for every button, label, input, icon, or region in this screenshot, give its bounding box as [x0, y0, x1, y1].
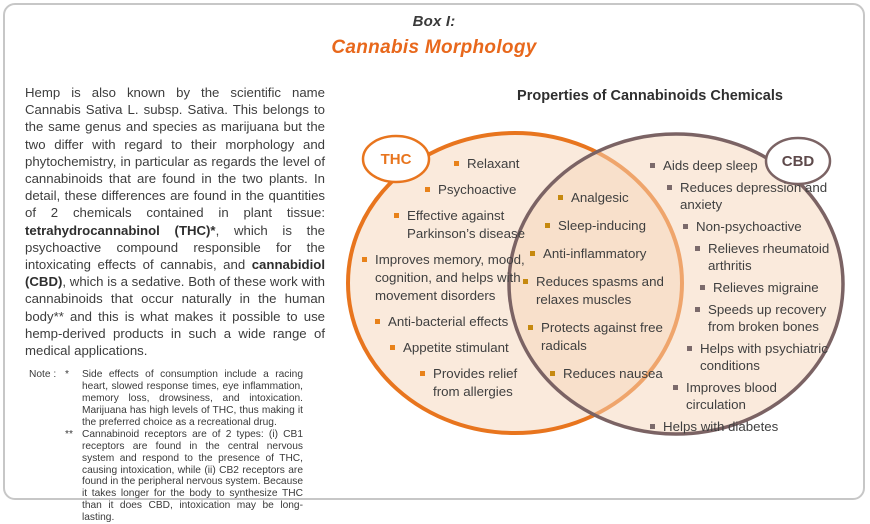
venn-item-label: Improves memory, mood, cognition, and helps with movement disorders: [375, 252, 525, 303]
square-bullet-icon: [362, 257, 367, 262]
venn-item: [454, 155, 540, 173]
venn-item-label: Provides relief from allergies: [433, 366, 518, 399]
venn-item-label: Psychoactive: [438, 182, 517, 197]
venn-item: [700, 279, 839, 296]
venn-item-label: Anti-inflammatory: [543, 246, 647, 261]
square-bullet-icon: [700, 285, 705, 290]
venn-item-label: Improves blood circulation: [686, 380, 777, 412]
box-label: Box I:: [412, 13, 456, 30]
venn-item: [650, 418, 839, 435]
square-bullet-icon: [425, 187, 430, 192]
venn-item: [695, 301, 839, 335]
square-bullet-icon: [667, 185, 672, 190]
notes-list: [65, 369, 303, 524]
venn-item-label: Relieves migraine: [713, 280, 819, 295]
venn-item-label: Anti-bacterial effects: [388, 314, 509, 329]
venn-item: [375, 313, 540, 331]
page-title: Cannabis Morphology: [331, 37, 537, 58]
venn-item-label: Relaxant: [467, 156, 520, 171]
square-bullet-icon: [687, 346, 692, 351]
venn-item-label: Reduces nausea: [563, 366, 663, 381]
venn-item: [362, 251, 540, 305]
venn-item-label: Aids deep sleep: [663, 158, 758, 173]
venn-item: [673, 379, 839, 413]
paragraph-segment: Hemp is also known by the scientific name Cannabis Sativa L. subsp. Sativa. This belongs to the same genus and species as marijuana but the two differ with regard to their morphology and phytochemistry, in particular as regards the level of cannabinoids that are found in the two plants. In detail, these differences are found in the quantities of 2 chemicals contained in plant tissue:: [25, 85, 325, 221]
thc-label: THC: [380, 151, 412, 168]
notes-section: [25, 369, 325, 524]
venn-item: [687, 340, 839, 374]
venn-item: [390, 339, 540, 357]
square-bullet-icon: [695, 246, 700, 251]
paragraph-segment: , which is the psychoactive compound responsible for the intoxicating effects of cannabis, and: [25, 222, 325, 273]
venn-section: [340, 88, 870, 508]
venn-item-label: Relieves rheumatoid arthritis: [708, 241, 830, 273]
square-bullet-icon: [528, 325, 533, 330]
venn-item-label: Speeds up recovery from broken bones: [708, 302, 827, 334]
left-column: [25, 84, 325, 524]
venn-item-label: Effective against Parkinson’s disease: [407, 208, 526, 241]
venn-item-label: Helps with diabetes: [663, 419, 779, 434]
square-bullet-icon: [650, 424, 655, 429]
square-bullet-icon: [420, 371, 425, 376]
venn-item-label: Reduces depression and anxiety: [680, 180, 828, 212]
document-page: [3, 3, 865, 524]
square-bullet-icon: [523, 279, 528, 284]
cbd-label: CBD: [781, 153, 815, 170]
note-marker: *: [65, 369, 69, 381]
venn-item-label: Appetite stimulant: [403, 340, 509, 355]
note-text: Cannabinoid receptors are of 2 types: (i) CB1 receptors are found in the central nervous system and respond to the presence of THC, causing intoxication, while (ii) CB2 receptors are found in the peripheral nervous system. Because it takes longer for the body to synthesize THC than it does CBD, intoxication may be long-lasting.: [82, 428, 303, 524]
venn-item-label: Analgesic: [571, 190, 629, 205]
square-bullet-icon: [375, 319, 380, 324]
venn-item: [394, 207, 540, 243]
square-bullet-icon: [683, 224, 688, 229]
venn-item-label: Non-psychoactive: [696, 219, 802, 234]
paragraph-segment: , which is a sedative. Both of these work with cannabinoids that occur naturally in the human body** and this is what makes it possible to use hemp-derived products in such a wide range of medical applications.: [25, 274, 325, 359]
venn-item-label: Protects against free radicals: [541, 320, 663, 353]
note-marker: **: [65, 428, 73, 440]
square-bullet-icon: [390, 345, 395, 350]
cbd-items: [645, 157, 839, 440]
paragraph-segment: cannabidiol (CBD): [25, 257, 325, 290]
diagram-title: Properties of Cannabinoids Chemicals: [517, 88, 783, 104]
note-label: Note :: [29, 369, 57, 381]
venn-item: [683, 218, 839, 235]
venn-item: [650, 157, 839, 174]
square-bullet-icon: [650, 163, 655, 168]
venn-item: [667, 179, 839, 213]
note-text: Side effects of consumption include a racing heart, slowed response times, eye inflammation, memory loss, drowsiness, and intoxication. Marijuana has high levels of THC, thus making it the preferred choice as a recreational drug.: [82, 369, 303, 428]
venn-item: [695, 240, 839, 274]
intro-paragraph: [25, 84, 325, 359]
venn-item-label: Helps with psychiatric conditions: [700, 341, 828, 373]
note-row: [65, 429, 303, 524]
square-bullet-icon: [550, 371, 555, 376]
square-bullet-icon: [394, 213, 399, 218]
square-bullet-icon: [558, 195, 563, 200]
note-row: [65, 369, 303, 429]
square-bullet-icon: [673, 385, 678, 390]
square-bullet-icon: [530, 251, 535, 256]
square-bullet-icon: [545, 223, 550, 228]
square-bullet-icon: [454, 161, 459, 166]
header: [5, 13, 863, 59]
venn-item: [420, 365, 540, 401]
square-bullet-icon: [695, 307, 700, 312]
venn-item-label: Reduces spasms and relaxes muscles: [536, 274, 664, 307]
thc-items: [362, 155, 540, 409]
paragraph-segment: tetrahydrocannabinol (THC)*: [25, 222, 216, 238]
venn-item-label: Sleep-inducing: [558, 218, 646, 233]
